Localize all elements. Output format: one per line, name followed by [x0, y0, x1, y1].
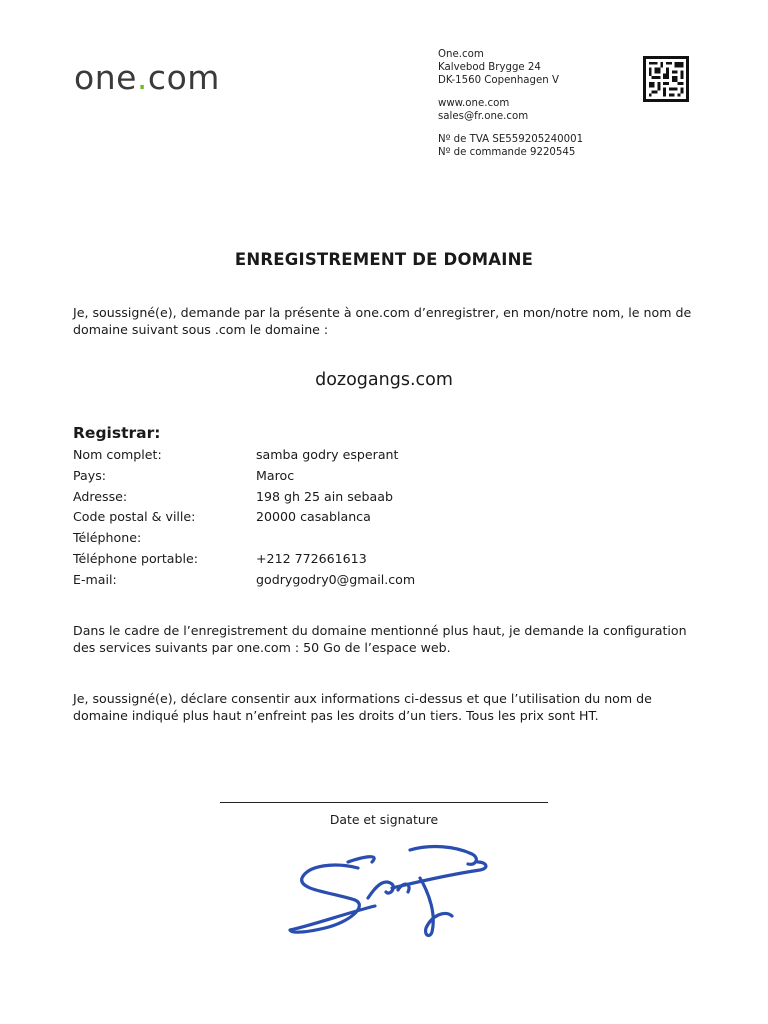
logo-text-com: com	[147, 58, 220, 97]
services-paragraph: Dans le cadre de l’enregistrement du domaine mentionné plus haut, je demande la configuration des services suivants par one.com : 50 Go de l’espace web.	[73, 623, 687, 655]
company-street: Kalvebod Brygge 24	[438, 62, 541, 73]
company-email: sales@fr.one.com	[438, 111, 529, 122]
signature-caption: Date et signature	[329, 812, 439, 827]
field-value: Maroc	[256, 467, 295, 483]
order-number: Nº de commande 9220545	[438, 147, 576, 158]
field-value: 20000 casablanca	[256, 509, 371, 525]
logo-text-one: one	[74, 58, 137, 97]
field-label: Code postal & ville:	[73, 509, 196, 525]
company-address-block	[438, 48, 583, 159]
declaration-paragraph: Je, soussigné(e), déclare consentir aux informations ci-dessus et que l’utilisation du nom de domaine indiqué plus haut n’enfreint pas les droits d’un tiers. Tous les prix sont HT.	[73, 691, 652, 723]
field-label: Nom complet:	[73, 447, 162, 462]
registrar-details	[73, 446, 633, 592]
registrar-heading: Registrar:	[73, 424, 161, 442]
company-vat: Nº de TVA SE559205240001	[438, 134, 584, 145]
registrar-row-country	[73, 467, 633, 488]
field-label: Pays:	[73, 467, 107, 483]
qr-code-icon	[643, 56, 689, 102]
one-com-logo	[74, 58, 220, 97]
registrar-row-email	[73, 571, 633, 592]
registrar-row-address	[73, 488, 633, 509]
field-value: +212 772661613	[256, 550, 367, 566]
logo-dot: .	[136, 58, 148, 97]
field-label: Téléphone:	[73, 530, 142, 546]
domain-name: dozogangs.com	[315, 370, 453, 390]
field-label: E-mail:	[73, 571, 117, 587]
field-label: Adresse:	[73, 488, 128, 504]
field-value: 198 gh 25 ain sebaab	[256, 488, 393, 504]
company-website: www.one.com	[438, 98, 510, 109]
field-label: Téléphone portable:	[73, 550, 198, 566]
registrar-row-mobile	[73, 550, 633, 571]
field-value: samba godry esperant	[256, 447, 399, 462]
registrar-row-full-name	[73, 446, 633, 467]
registrar-row-postal-city	[73, 508, 633, 529]
company-city: DK-1560 Copenhagen V	[438, 75, 559, 86]
handwritten-signature	[280, 840, 500, 945]
intro-paragraph: Je, soussigné(e), demande par la présente à one.com d’enregistrer, en mon/notre nom, le nom de domaine suivant sous .com le domaine :	[73, 305, 692, 337]
signature-line	[220, 802, 548, 803]
field-value: godrygodry0@gmail.com	[256, 571, 416, 587]
registrar-row-phone	[73, 529, 633, 550]
company-name: One.com	[438, 49, 484, 60]
document-title: ENREGISTREMENT DE DOMAINE	[234, 250, 534, 269]
